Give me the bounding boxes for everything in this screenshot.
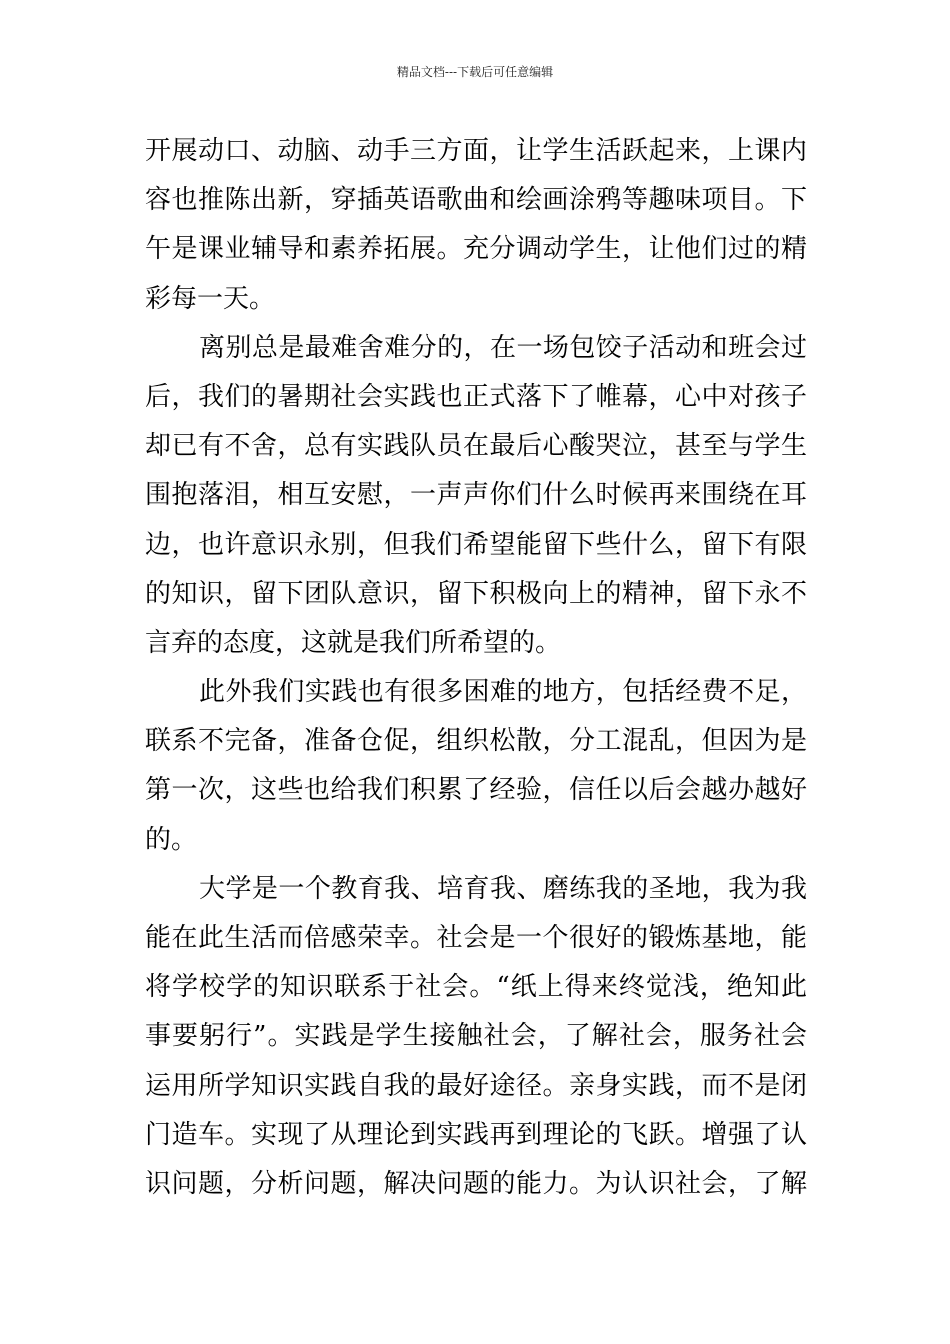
text-line: 离别总是最难舍难分的，在一场包饺子活动和班会过	[199, 332, 807, 363]
text-line: 边，也许意识永别，但我们希望能留下些什么，留下有限	[145, 529, 807, 560]
text-line: 门造车。实现了从理论到实践再到理论的飞跃。增强了认	[145, 1119, 807, 1150]
text-line: 的知识，留下团队意识，留下积极向上的精神，留下永不	[145, 578, 807, 609]
text-line: 第一次，这些也给我们积累了经验，信任以后会越办越好	[145, 775, 807, 806]
text-line: 彩每一天。	[145, 283, 276, 314]
text-line: 开展动口、动脑、动手三方面，让学生活跃起来，上课内	[145, 136, 807, 166]
text-line: 此外我们实践也有很多困难的地方，包括经费不足，	[199, 677, 807, 708]
document-body	[145, 127, 807, 1209]
text-line: 的。	[145, 824, 198, 855]
text-line: 后，我们的暑期社会实践也正式落下了帷幕，心中对孩子	[145, 381, 807, 412]
text-line: 将学校学的知识联系于社会。“纸上得来终觉浅，绝知此	[145, 972, 807, 1003]
text-line: 午是课业辅导和素养拓展。充分调动学生，让他们过的精	[145, 234, 807, 265]
text-line: 围抱落泪，相互安慰，一声声你们什么时候再来围绕在耳	[145, 480, 807, 511]
text-line: 言弃的态度，这就是我们所希望的。	[145, 627, 562, 658]
text-line: 大学是一个教育我、培育我、磨练我的圣地，我为我	[199, 873, 807, 904]
text-line: 运用所学知识实践自我的最好途径。亲身实践，而不是闭	[145, 1070, 807, 1101]
text-line: 识问题，分析问题，解决问题的能力。为认识社会，了解	[145, 1168, 807, 1199]
text-line: 事要躬行”。实践是学生接触社会，了解社会，服务社会	[145, 1021, 807, 1052]
text-line: 联系不完备，准备仓促，组织松散，分工混乱，但因为是	[145, 726, 807, 757]
text-line: 却已有不舍，总有实践队员在最后心酸哭泣，甚至与学生	[145, 431, 807, 462]
text-line: 能在此生活而倍感荣幸。社会是一个很好的锻炼基地，能	[145, 923, 807, 953]
text-line: 容也推陈出新，穿插英语歌曲和绘画涂鸦等趣味项目。下	[145, 185, 807, 216]
page-header: 精品文档---下载后可任意编辑	[396, 65, 554, 79]
